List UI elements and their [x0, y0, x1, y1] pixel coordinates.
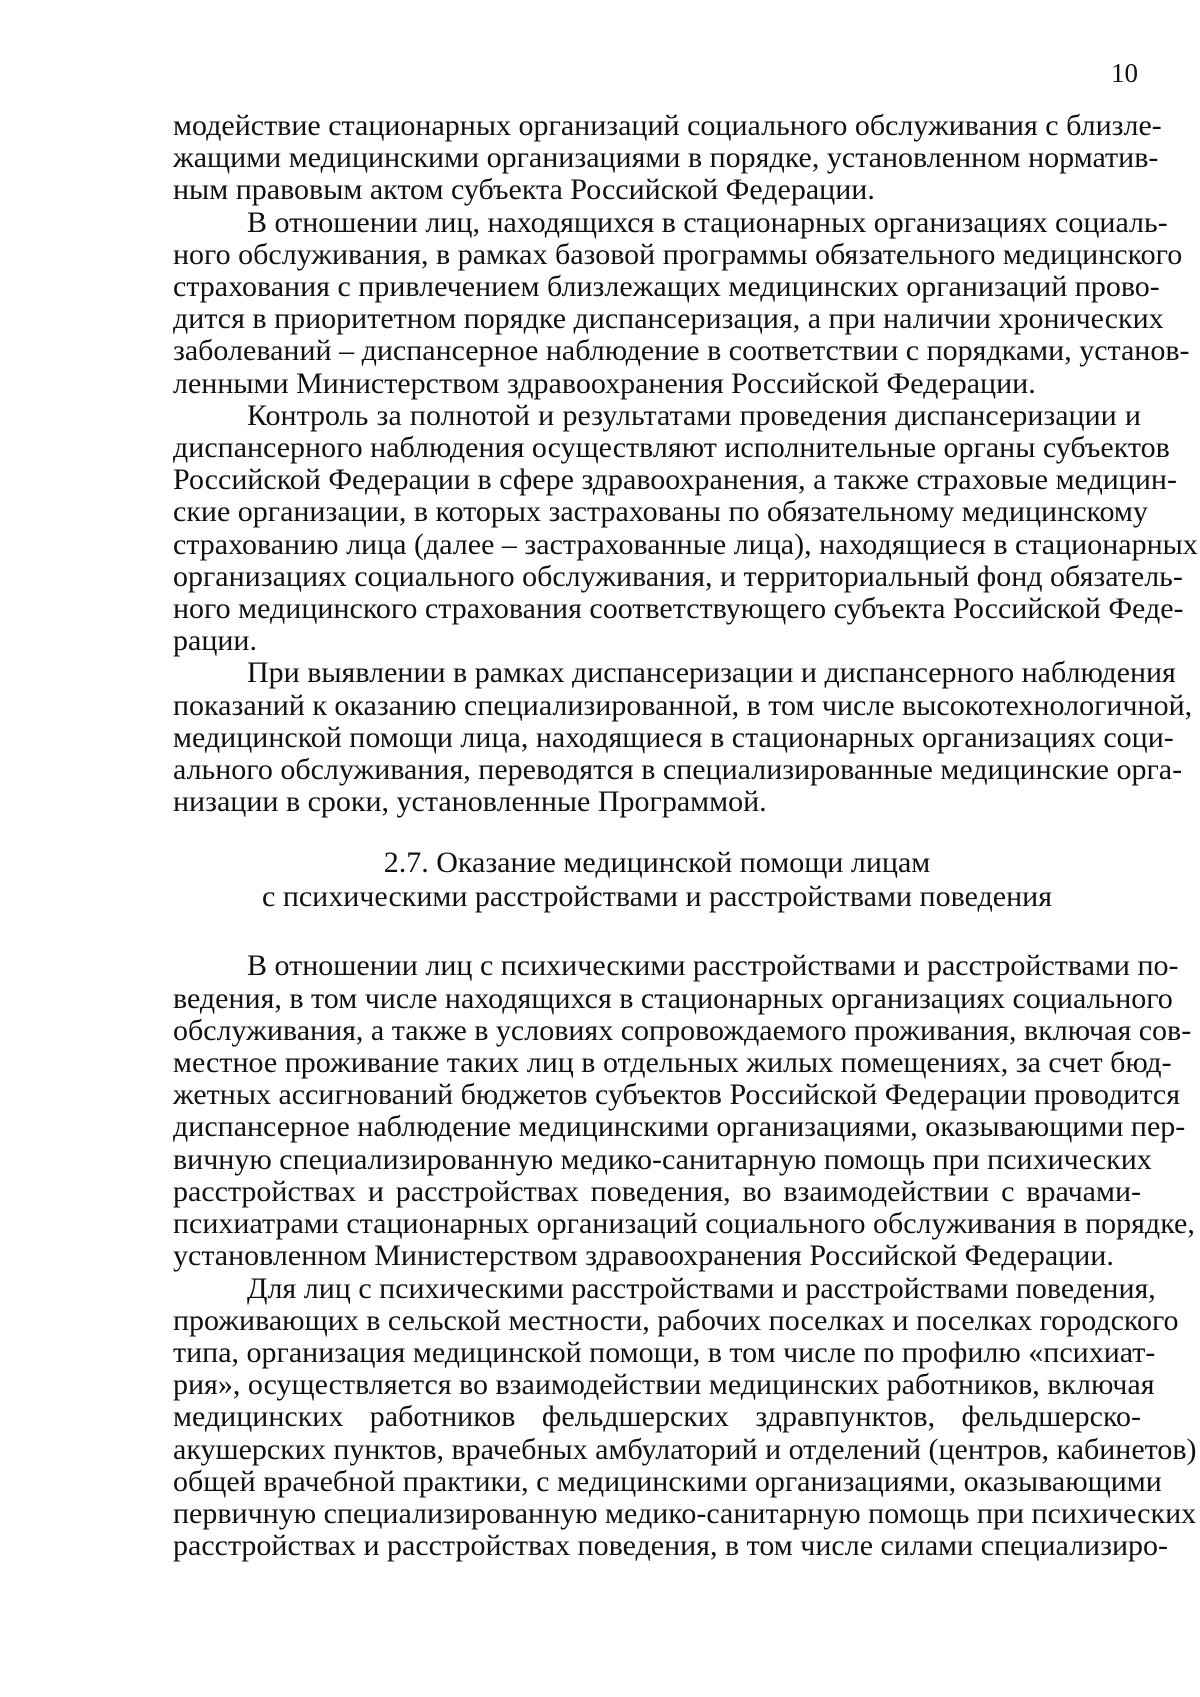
text-line: обслуживания, а также в условиях сопровождаемого проживания, включая сов- — [173, 1013, 1192, 1047]
text-line: жащими медицинскими организациями в порядке, установленном норматив- — [173, 141, 1159, 175]
text-line: расстройствах и расстройствах поведения, во взаимодействии с врачами- — [173, 1174, 1141, 1208]
text-line: ленными Министерством здравоохранения Российской Федерации. — [173, 366, 1036, 400]
text-line: ального обслуживания, переводятся в специализированные медицинские орга- — [173, 753, 1183, 787]
paragraph — [173, 109, 1162, 207]
text-line: модействие стационарных организаций социального обслуживания с близле- — [173, 109, 1162, 142]
text-line: ного медицинского страхования соответствующего субъекта Российской Феде- — [173, 592, 1184, 626]
text-line: диспансерного наблюдения осуществляют исполнительные органы субъектов — [173, 431, 1170, 465]
text-line: вичную специализированную медико-санитарную помощь при психических — [173, 1142, 1152, 1176]
text-line: местное проживание таких лиц в отдельных жилых помещениях, за счет бюд- — [173, 1046, 1172, 1080]
page-number: 10 — [1111, 58, 1138, 88]
text-line: В отношении лиц с психическими расстройствами и расстройствами по- — [247, 949, 1179, 983]
text-line: Для лиц с психическими расстройствами и расстройствами поведения, — [247, 1271, 1156, 1305]
paragraph — [173, 205, 1190, 400]
text-line: страхованию лица (далее – застрахованные лица), находящиеся в стационарных — [173, 527, 1198, 561]
text-line: ного обслуживания, в рамках базовой программы обязательного медицинского — [173, 237, 1183, 271]
text-line: При выявлении в рамках диспансеризации и диспансерного наблюдения — [247, 656, 1176, 690]
section-heading — [173, 846, 1141, 914]
text-line: расстройствах и расстройствах поведения, в том числе силами специализиро- — [173, 1529, 1169, 1563]
text-line: психиатрами стационарных организаций социального обслуживания в порядке, — [173, 1207, 1195, 1241]
text-line: установленном Министерством здравоохранения Российской Федерации. — [173, 1239, 1114, 1273]
text-line: страхования с привлечением близлежащих медицинских организаций прово- — [173, 270, 1160, 304]
heading-line: с психическими расстройствами и расстройствами поведения — [262, 880, 1052, 914]
text-line: рации. — [173, 624, 257, 658]
text-line: Контроль за полнотой и результатами проведения диспансеризации и — [247, 398, 1141, 432]
text-line: показаний к оказанию специализированной, в том числе высокотехнологичной, — [173, 688, 1193, 722]
text-line: общей врачебной практики, с медицинскими организациями, оказывающими — [173, 1464, 1162, 1498]
text-line: заболеваний – диспансерное наблюдение в соответствии с порядками, установ- — [173, 334, 1190, 368]
text-line: рия», осуществляется во взаимодействии медицинских работников, включая — [173, 1368, 1155, 1402]
paragraph — [173, 949, 1195, 1273]
paragraph — [173, 1271, 1197, 1563]
text-line: В отношении лиц, находящихся в стационарных организациях социаль- — [247, 205, 1168, 239]
text-line: организациях социального обслуживания, и территориальный фонд обязатель- — [173, 559, 1183, 593]
text-line: диспансерное наблюдение медицинскими организациями, оказывающими пер- — [173, 1110, 1186, 1144]
text-line: Российской Федерации в сфере здравоохранения, а также страховые медицин- — [173, 463, 1177, 497]
text-line: дится в приоритетном порядке диспансеризация, а при наличии хронических — [173, 302, 1164, 336]
text-line: медицинской помощи лица, находящиеся в стационарных организациях соци- — [173, 720, 1174, 754]
text-line: проживающих в сельской местности, рабочих поселках и поселках городского — [173, 1303, 1179, 1337]
paragraph — [173, 656, 1193, 819]
paragraph — [173, 398, 1198, 658]
text-line: медицинских работников фельдшерских здравпунктов, фельдшерско- — [173, 1400, 1141, 1434]
text-line: ведения, в том числе находящихся в стационарных организациях социального — [173, 981, 1173, 1015]
text-line: низации в сроки, установленные Программой. — [173, 785, 767, 819]
text-line: ным правовым актом субъекта Российской Федерации. — [173, 173, 875, 207]
document-body — [173, 109, 1198, 1563]
text-line: типа, организация медицинской помощи, в том числе по профилю «психиат- — [173, 1335, 1156, 1369]
text-line: первичную специализированную медико-санитарную помощь при психических — [173, 1496, 1197, 1530]
text-line: жетных ассигнований бюджетов субъектов Российской Федерации проводится — [173, 1078, 1181, 1112]
heading-line: 2.7. Оказание медицинской помощи лицам — [383, 846, 931, 880]
text-line: ские организации, в которых застрахованы по обязательному медицинскому — [173, 495, 1148, 529]
text-line: акушерских пунктов, врачебных амбулаторий и отделений (центров, кабинетов) — [173, 1432, 1197, 1466]
